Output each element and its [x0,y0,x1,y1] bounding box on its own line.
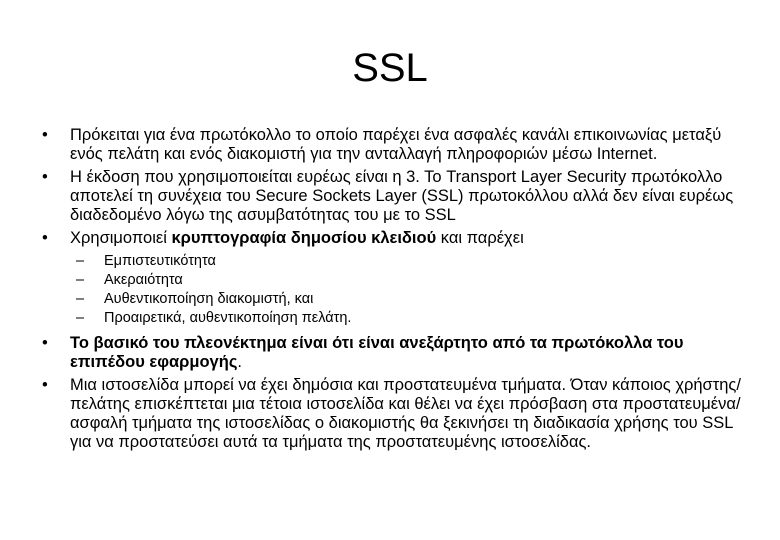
bullet-text-bold: κρυπτογραφία δημοσίου κλειδιού [171,229,437,247]
bullet-marker: • [42,126,48,144]
bullet-marker: • [42,334,48,352]
bullet-item [40,168,746,225]
bullet-text-bold: Το βασικό του πλεονέκτημα είναι ότι είναι ανεξάρτητο από τα πρωτόκολλα του επιπέδου εφαρμογής [70,334,684,371]
bullet-text-post: . [237,353,242,371]
sub-item-text: Εμπιστευτικότητα [104,253,216,269]
sub-list [40,252,746,328]
bullet-marker: • [42,376,48,394]
sub-item [40,252,746,271]
slide-content [40,126,746,456]
sub-item [40,290,746,309]
bullet-text-post: και παρέχει [436,229,524,247]
sub-item [40,271,746,290]
bullet-item [40,334,746,372]
sub-marker: – [76,291,85,307]
bullet-text-pre: Χρησιμοποιεί [70,229,172,247]
sub-item [40,309,746,328]
bullet-text: Πρόκειται για ένα πρωτόκολλο το οποίο παρέχει ένα ασφαλές κανάλι επικοινωνίας μεταξύ ενός πελάτη και ενός διακομιστή για την ανταλλαγή πληροφοριών μέσω Internet. [70,126,722,163]
bullet-marker: • [42,168,48,186]
sub-item-text: Αυθεντικοποίηση διακομιστή, και [104,291,314,307]
bullet-item [40,376,746,452]
sub-item-text: Ακεραιότητα [104,272,183,288]
sub-marker: – [76,310,85,326]
bullet-marker: • [42,229,48,247]
bullet-item [40,126,746,164]
bullet-text: Η έκδοση που χρησιμοποιείται ευρέως είναι η 3. Το Transport Layer Security πρωτόκολλο αποτελεί τη συνέχεια του Secure Sockets Layer (SSL) πρωτοκόλλου αλλά δεν είναι ευρέως διαδεδομένο λόγω της ασυμβατότητας του με το SSL [70,168,734,224]
bullet-text: Μια ιστοσελίδα μπορεί να έχει δημόσια και προστατευμένα τμήματα. Όταν κάποιος χρήστης/πελάτης επισκέπτεται μια τέτοια ιστοσελίδα και θέλει να έχει πρόσβαση στα προστατευμένα/ασφαλή τμήματα της ιστοσελίδας ο διακομιστής θα ξεκινήσει τη διαδικασία χρήσης του SSL για να προστατεύσει αυτά τα τμήματα της προστατευμένης ιστοσελίδας. [70,376,741,451]
bullet-item [40,229,746,248]
slide-title: SSL [352,46,428,90]
sub-marker: – [76,253,85,269]
sub-item-text: Προαιρετικά, αυθεντικοποίηση πελάτη. [104,310,352,326]
sub-marker: – [76,272,85,288]
